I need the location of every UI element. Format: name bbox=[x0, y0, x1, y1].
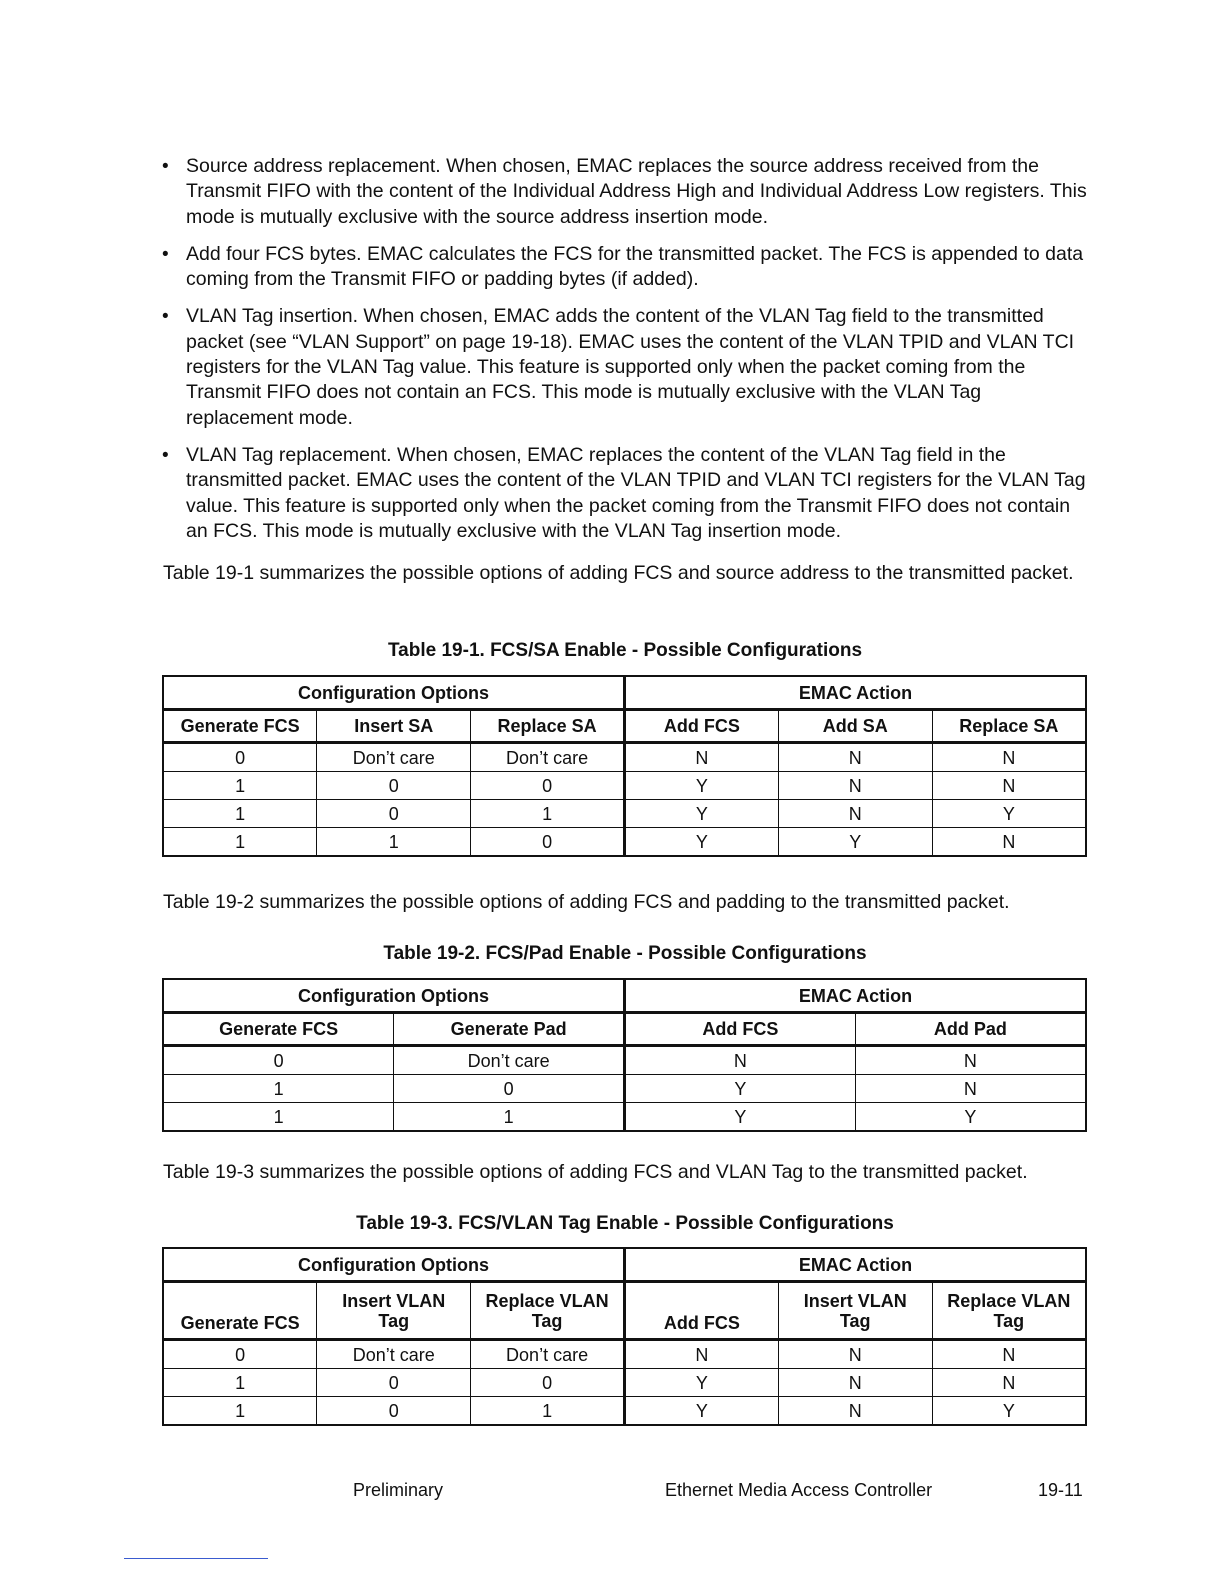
table2-cell: Y bbox=[855, 1103, 1086, 1132]
table1-header: Generate FCS bbox=[163, 710, 317, 743]
bullet-icon: • bbox=[162, 444, 169, 466]
table1-cell: 0 bbox=[471, 772, 625, 800]
table3-cell: 0 bbox=[317, 1369, 471, 1397]
table1-cell: 0 bbox=[163, 743, 317, 772]
table1-row bbox=[163, 828, 1086, 857]
table2-cell: 0 bbox=[394, 1075, 625, 1103]
table3-cell: N bbox=[932, 1340, 1086, 1369]
table3-cell: 0 bbox=[471, 1369, 625, 1397]
table1-cell: 1 bbox=[163, 828, 317, 857]
table1-cell: Y bbox=[624, 800, 778, 828]
bullet-item bbox=[160, 443, 1090, 544]
footer-rule bbox=[124, 1558, 268, 1559]
table2-cell: 1 bbox=[394, 1103, 625, 1132]
table1-cell: N bbox=[932, 828, 1086, 857]
table3-row bbox=[163, 1369, 1086, 1397]
table2-intro: Table 19-2 summarizes the possible options of adding FCS and padding to the transmitted packet. bbox=[163, 891, 1010, 913]
table1-cell: N bbox=[778, 772, 932, 800]
table3-cell: 0 bbox=[163, 1340, 317, 1369]
table2-row bbox=[163, 1103, 1086, 1132]
table1-cell: Don’t care bbox=[471, 743, 625, 772]
table3-cell: 1 bbox=[471, 1397, 625, 1426]
table3-cell: 1 bbox=[163, 1397, 317, 1426]
table2-header: Add Pad bbox=[855, 1013, 1086, 1046]
table3-cell: Y bbox=[624, 1369, 778, 1397]
footer-section-title: Ethernet Media Access Controller bbox=[665, 1480, 933, 1500]
bullet-list bbox=[160, 154, 1090, 556]
table1-cell: N bbox=[932, 772, 1086, 800]
table1-header: Replace SA bbox=[932, 710, 1086, 743]
table3-cell: N bbox=[778, 1340, 932, 1369]
table1-cell: 1 bbox=[471, 800, 625, 828]
table2-cell: Y bbox=[625, 1075, 856, 1103]
table3-header: Insert VLAN Tag bbox=[317, 1282, 471, 1340]
bullet-icon: • bbox=[162, 243, 169, 265]
table2-row bbox=[163, 1046, 1086, 1075]
table1-cell: 0 bbox=[317, 772, 471, 800]
table3 bbox=[162, 1247, 1087, 1426]
table3-header: Replace VLAN Tag bbox=[471, 1282, 625, 1340]
table1-cell: N bbox=[624, 743, 778, 772]
table3-intro: Table 19-3 summarizes the possible options of adding FCS and VLAN Tag to the transmitted packet. bbox=[163, 1161, 1028, 1183]
table1-cell: 1 bbox=[163, 800, 317, 828]
table1-caption: Table 19-1. FCS/SA Enable - Possible Configurations bbox=[387, 640, 863, 661]
table1-cell: 1 bbox=[317, 828, 471, 857]
bullet-text: Source address replacement. When chosen, EMAC replaces the source address received from the Transmit FIFO with the content of the Individual Address High and Individual Address Low registers. This mode is mutually exclusive with the source address insertion mode. bbox=[186, 155, 1087, 228]
table1 bbox=[162, 675, 1087, 857]
table1-header: Add SA bbox=[778, 710, 932, 743]
table2-cell: N bbox=[625, 1046, 856, 1075]
table1-header: Add FCS bbox=[624, 710, 778, 743]
bullet-item bbox=[160, 304, 1090, 430]
table3-header: Replace VLAN Tag bbox=[932, 1282, 1086, 1340]
table1-cell: Don’t care bbox=[317, 743, 471, 772]
table2-group-config: Configuration Options bbox=[163, 979, 625, 1013]
table1-cell: Y bbox=[932, 800, 1086, 828]
table2-cell: 1 bbox=[163, 1103, 394, 1132]
table1-intro: Table 19-1 summarizes the possible options of adding FCS and source address to the transmitted packet. bbox=[163, 562, 1074, 584]
table3-caption: Table 19-3. FCS/VLAN Tag Enable - Possible Configurations bbox=[356, 1213, 894, 1234]
table3-group-config: Configuration Options bbox=[163, 1248, 624, 1282]
table1-cell: 0 bbox=[317, 800, 471, 828]
table1-cell: 1 bbox=[163, 772, 317, 800]
table1-row bbox=[163, 800, 1086, 828]
table3-header: Add FCS bbox=[624, 1282, 778, 1340]
table3-cell: Y bbox=[932, 1397, 1086, 1426]
table3-cell: 0 bbox=[317, 1397, 471, 1426]
table1-cell: Y bbox=[624, 772, 778, 800]
footer-page-number: 19-11 bbox=[1038, 1480, 1083, 1500]
table3-cell: Y bbox=[624, 1397, 778, 1426]
bullet-icon: • bbox=[162, 306, 169, 328]
bullet-text: Add four FCS bytes. EMAC calculates the FCS for the transmitted packet. The FCS is appended to data coming from the Transmit FIFO or padding bytes (if added). bbox=[186, 242, 1084, 291]
table2-cell: Don’t care bbox=[394, 1046, 625, 1075]
table2-header: Add FCS bbox=[625, 1013, 856, 1046]
table3-header: Generate FCS bbox=[163, 1282, 317, 1340]
table2-row bbox=[163, 1075, 1086, 1103]
table3-group-action: EMAC Action bbox=[624, 1248, 1086, 1282]
table2 bbox=[162, 978, 1087, 1132]
table1-cell: 0 bbox=[471, 828, 625, 857]
bullet-text: VLAN Tag insertion. When chosen, EMAC adds the content of the VLAN Tag field to the transmitted packet (see “VLAN Support” on page 19-18). EMAC uses the content of the VLAN TPID and VLAN TCI registers for the VLAN Tag value. This feature is supported only when the packet coming from the Transmit FIFO does not contain an FCS. This mode is mutually exclusive with the VLAN Tag replacement mode. bbox=[186, 305, 1075, 429]
table1-row bbox=[163, 743, 1086, 772]
table3-cell: N bbox=[778, 1369, 932, 1397]
bullet-icon: • bbox=[162, 156, 169, 177]
table3-cell: 1 bbox=[163, 1369, 317, 1397]
table3-header: Insert VLAN Tag bbox=[778, 1282, 932, 1340]
table1-header: Insert SA bbox=[317, 710, 471, 743]
table2-caption: Table 19-2. FCS/Pad Enable - Possible Configurations bbox=[383, 943, 867, 964]
bullet-item bbox=[160, 242, 1090, 293]
table1-cell: N bbox=[778, 743, 932, 772]
table3-cell: N bbox=[778, 1397, 932, 1426]
table1-header: Replace SA bbox=[471, 710, 625, 743]
bullet-item bbox=[160, 154, 1090, 230]
table1-cell: Y bbox=[624, 828, 778, 857]
table1-group-action: EMAC Action bbox=[624, 676, 1086, 710]
table3-cell: N bbox=[932, 1369, 1086, 1397]
table2-cell: 1 bbox=[163, 1075, 394, 1103]
bullet-text: VLAN Tag replacement. When chosen, EMAC replaces the content of the VLAN Tag field in the transmitted packet. EMAC uses the content of the VLAN TPID and VLAN TCI registers for the VLAN Tag value. This feature is supported only when the packet coming from the Transmit FIFO does not contain an FCS. This mode is mutually exclusive with the VLAN Tag insertion mode. bbox=[186, 443, 1086, 542]
table2-cell: 0 bbox=[163, 1046, 394, 1075]
table2-header: Generate FCS bbox=[163, 1013, 394, 1046]
table3-row bbox=[163, 1397, 1086, 1426]
table3-cell: Don’t care bbox=[471, 1340, 625, 1369]
table1-row bbox=[163, 772, 1086, 800]
table2-cell: N bbox=[855, 1075, 1086, 1103]
table3-row bbox=[163, 1340, 1086, 1369]
table1-cell: N bbox=[932, 743, 1086, 772]
table3-cell: Don’t care bbox=[317, 1340, 471, 1369]
table1-cell: Y bbox=[778, 828, 932, 857]
table1-group-config: Configuration Options bbox=[163, 676, 624, 710]
table2-cell: Y bbox=[625, 1103, 856, 1132]
footer-preliminary: Preliminary bbox=[353, 1480, 444, 1500]
table2-header: Generate Pad bbox=[394, 1013, 625, 1046]
table2-cell: N bbox=[855, 1046, 1086, 1075]
table3-cell: N bbox=[624, 1340, 778, 1369]
table1-cell: N bbox=[778, 800, 932, 828]
table2-group-action: EMAC Action bbox=[625, 979, 1087, 1013]
